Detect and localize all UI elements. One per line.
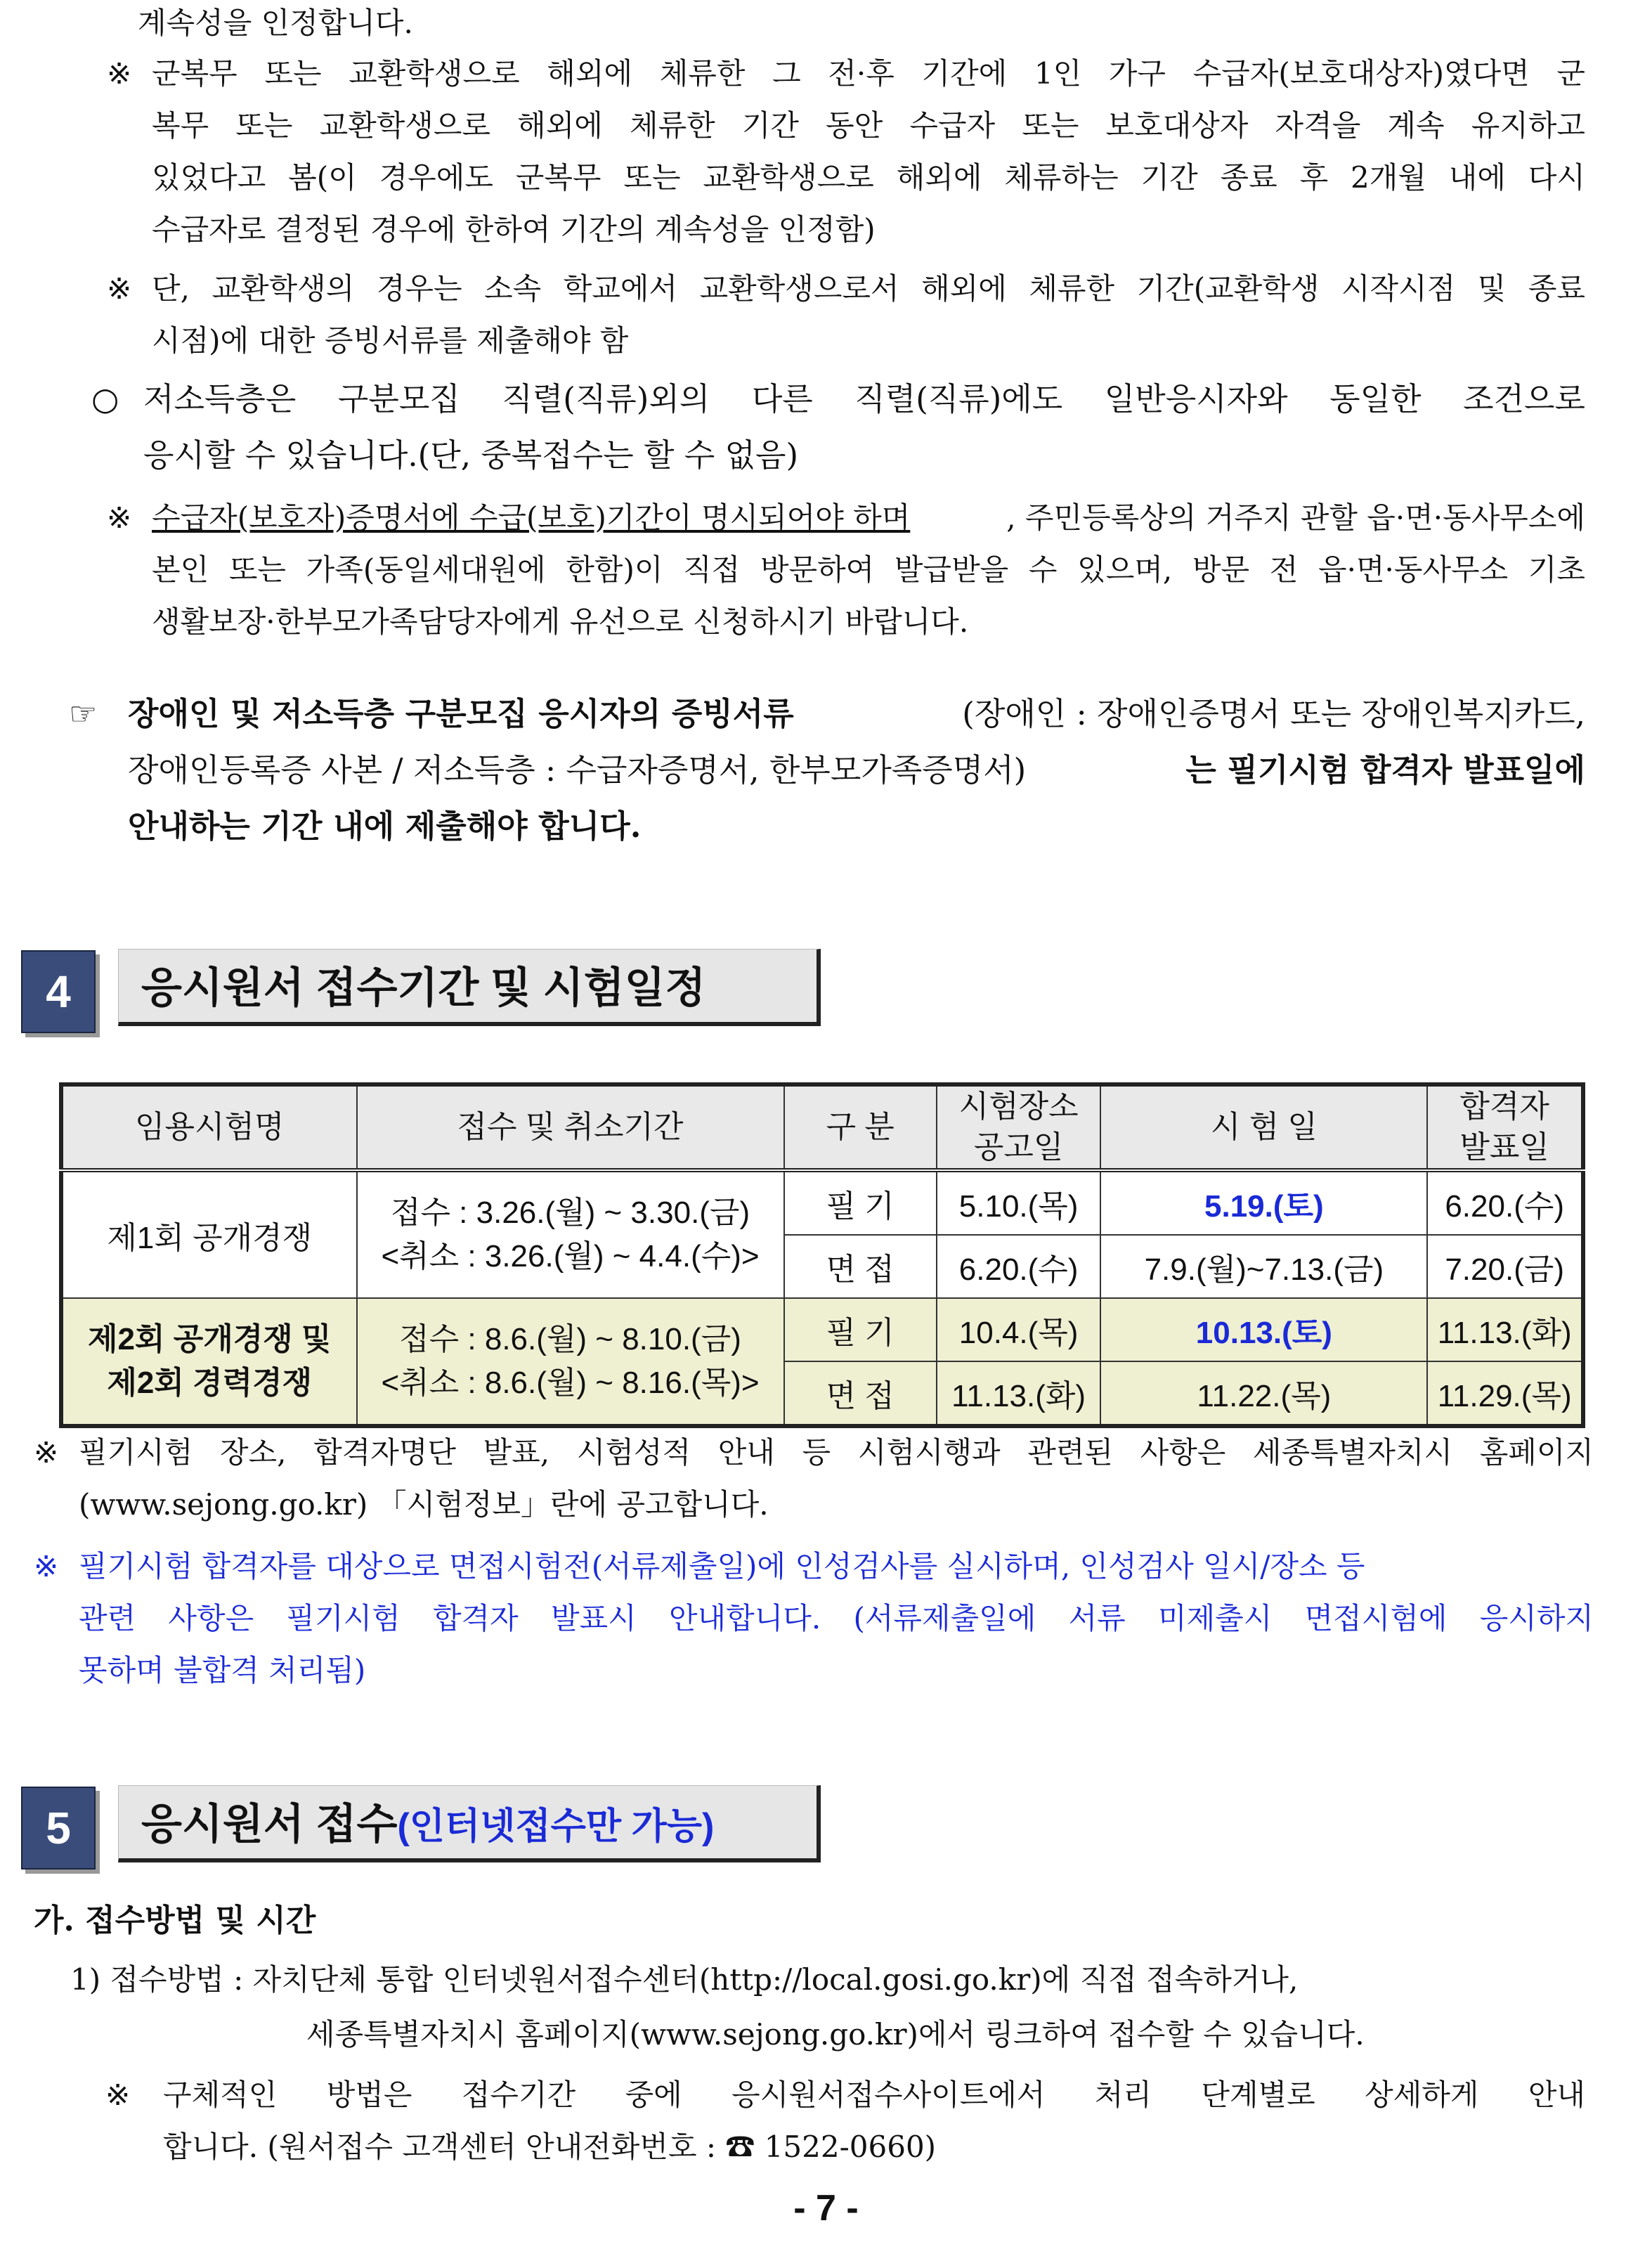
note3-underlined-text: 수급자(보호자)증명서에 수급(보호)기간이 명시되어야 하며 (152, 500, 911, 535)
schedule-table (59, 1082, 1585, 1428)
round2-name: 제2회 공개경쟁 및 제2회 경력경쟁 (61, 1298, 357, 1426)
pointer-text: 장애인등록증 사본 / 저소득층 : 수급자증명서, 한부모가족증명서) (128, 751, 1027, 789)
note3-line: 생활보장·한부모가족담당자에게 유선으로 신청하시기 바랍니다. (152, 604, 969, 639)
pointer-bold-text: 는 필기시험 합격자 발표일에 (1185, 751, 1585, 789)
type-cell: 필 기 (784, 1298, 937, 1361)
section-title-text: 응시원서 접수 (141, 1801, 398, 1848)
header-exam-date: 시 험 일 (1100, 1084, 1427, 1170)
exam-date-cell: 10.13.(토) (1100, 1298, 1427, 1361)
notice-line: 필기시험 장소, 합격자명단 발표, 시험성적 안내 등 시험시행과 관련된 사항은 세종특별자치시 홈페이지 (79, 1435, 1594, 1470)
venue-date-cell: 11.13.(화) (937, 1361, 1101, 1426)
table-row (61, 1298, 1583, 1361)
circle-line: 저소득층은 구분모집 직렬(직류)외의 다른 직렬(직류)에도 일반응시자와 동일한 조건으로 (143, 380, 1585, 417)
round2-period: 접수 : 8.6.(월) ~ 8.10.(금) <취소 : 8.6.(월) ~ 8.16.(목)> (357, 1298, 784, 1426)
table-header-row (61, 1084, 1583, 1170)
header-venue: 시험장소 공고일 (937, 1084, 1101, 1170)
note-mark: ※ (107, 56, 132, 91)
subheading: 가. 접수방법 및 시간 (34, 1903, 316, 1938)
section-title (118, 1785, 821, 1862)
venue-date-cell: 10.4.(목) (937, 1298, 1101, 1361)
note3-line1 (152, 492, 1585, 544)
note-line: 합니다. (원서접수 고객센터 안내전화번호 : ☎ 1522-0660) (163, 2130, 937, 2164)
bullet-circle: ○ (91, 380, 119, 417)
note-mark: ※ (107, 271, 132, 306)
section-number-badge: 4 (21, 950, 96, 1033)
notice-blue-line: 관련 사항은 필기시험 합격자 발표시 안내합니다. (서류제출일에 서류 미제출시 면접시험에 응시하지 (79, 1601, 1594, 1635)
section-title-suffix: (인터넷접수만 가능) (397, 1806, 715, 1847)
venue-date-cell: 5.10.(목) (937, 1170, 1101, 1235)
note2-line: 단, 교환학생의 경우는 소속 학교에서 교환학생으로서 해외에 체류한 기간(교환학생 시작시점 및 종료 (152, 271, 1586, 306)
pointer-line1 (128, 686, 1585, 742)
exam-date-cell: 7.9.(월)~7.13.(금) (1100, 1235, 1427, 1298)
note-mark: ※ (34, 1435, 59, 1470)
note1-line: 복무 또는 교환학생으로 해외에 체류한 기간 동안 수급자 또는 보호대상자 자격을 계속 유지하고 (152, 108, 1585, 143)
pointer-hand-icon: ☞ (69, 695, 98, 732)
result-date-cell: 11.29.(목) (1427, 1361, 1583, 1426)
round1-name: 제1회 공개경쟁 (61, 1170, 357, 1298)
notice-blue-line: 필기시험 합격자를 대상으로 면접시험전(서류제출일)에 인성검사를 실시하며, 인성검사 일시/장소 등 (79, 1549, 1365, 1583)
note2-line: 시점)에 대한 증빙서류를 제출해야 함 (152, 323, 629, 358)
note1-line: 있었다고 봄(이 경우에도 군복무 또는 교환학생으로 해외에 체류하는 기간 종료 후 2개월 내에 다시 (152, 160, 1585, 195)
header-exam-name: 임용시험명 (61, 1084, 357, 1170)
type-cell: 필 기 (784, 1170, 937, 1235)
pointer-text: (장애인 : 장애인증명서 또는 장애인복지카드, (962, 695, 1585, 732)
note1-line: 수급자로 결정된 경우에 한하여 기간의 계속성을 인정함) (152, 212, 876, 247)
type-cell: 면 접 (784, 1235, 937, 1298)
note3-line: 본인 또는 가족(동일세대원에 한함)이 직접 방문하여 발급받을 수 있으며, 방문 전 읍·면·동사무소 기초 (152, 552, 1585, 587)
continuation-line: 계속성을 인정합니다. (138, 6, 413, 40)
header-result: 합격자 발표일 (1427, 1084, 1583, 1170)
method-line: 1) 접수방법 : 자치단체 통합 인터넷원서접수센터(http://local.gosi.go.kr)에 직접 접속하거나, (70, 1962, 1299, 1997)
pointer-line3: 안내하는 기간 내에 제출해야 합니다. (128, 808, 642, 845)
result-date-cell: 11.13.(화) (1427, 1298, 1583, 1361)
note-line: 구체적인 방법은 접수기간 중에 응시원서접수사이트에서 처리 단계별로 상세하게 안내 (163, 2078, 1585, 2112)
circle-line: 응시할 수 있습니다.(단, 중복접수는 할 수 없음) (143, 436, 799, 474)
note3-text: , 주민등록상의 거주지 관할 읍·면·동사무소에 (1006, 500, 1585, 535)
method-line: 세종특별자치시 홈페이지(www.sejong.go.kr)에서 링크하여 접수할 수 있습니다. (306, 2017, 1365, 2052)
notice-line: (www.sejong.go.kr) 「시험정보」란에 공고합니다. (79, 1487, 769, 1522)
pointer-bold-text: 장애인 및 저소득층 구분모집 응시자의 증빙서류 (128, 695, 794, 732)
type-cell: 면 접 (784, 1361, 937, 1426)
notice-blue-line: 못하며 불합격 처리됨) (79, 1653, 366, 1687)
note-mark: ※ (107, 500, 132, 535)
result-date-cell: 7.20.(금) (1427, 1235, 1583, 1298)
section-number-badge: 5 (21, 1787, 96, 1870)
round1-period: 접수 : 3.26.(월) ~ 3.30.(금) <취소 : 3.26.(월) ~ 4.4.(수)> (357, 1170, 784, 1298)
note1-line: 군복무 또는 교환학생으로 해외에 체류한 그 전·후 기간에 1인 가구 수급자(보호대상자)였다면 군 (152, 56, 1585, 91)
header-period: 접수 및 취소기간 (357, 1084, 784, 1170)
page-number: - 7 - (793, 2188, 859, 2229)
header-type: 구 분 (784, 1084, 937, 1170)
pointer-line2 (128, 742, 1585, 798)
table-row (61, 1170, 1583, 1235)
exam-date-cell: 11.22.(목) (1100, 1361, 1427, 1426)
result-date-cell: 6.20.(수) (1427, 1170, 1583, 1235)
exam-date-cell: 5.19.(토) (1100, 1170, 1427, 1235)
section-title: 응시원서 접수기간 및 시험일정 (118, 949, 821, 1026)
venue-date-cell: 6.20.(수) (937, 1235, 1101, 1298)
note-mark: ※ (34, 1549, 59, 1583)
note-mark: ※ (105, 2078, 131, 2112)
